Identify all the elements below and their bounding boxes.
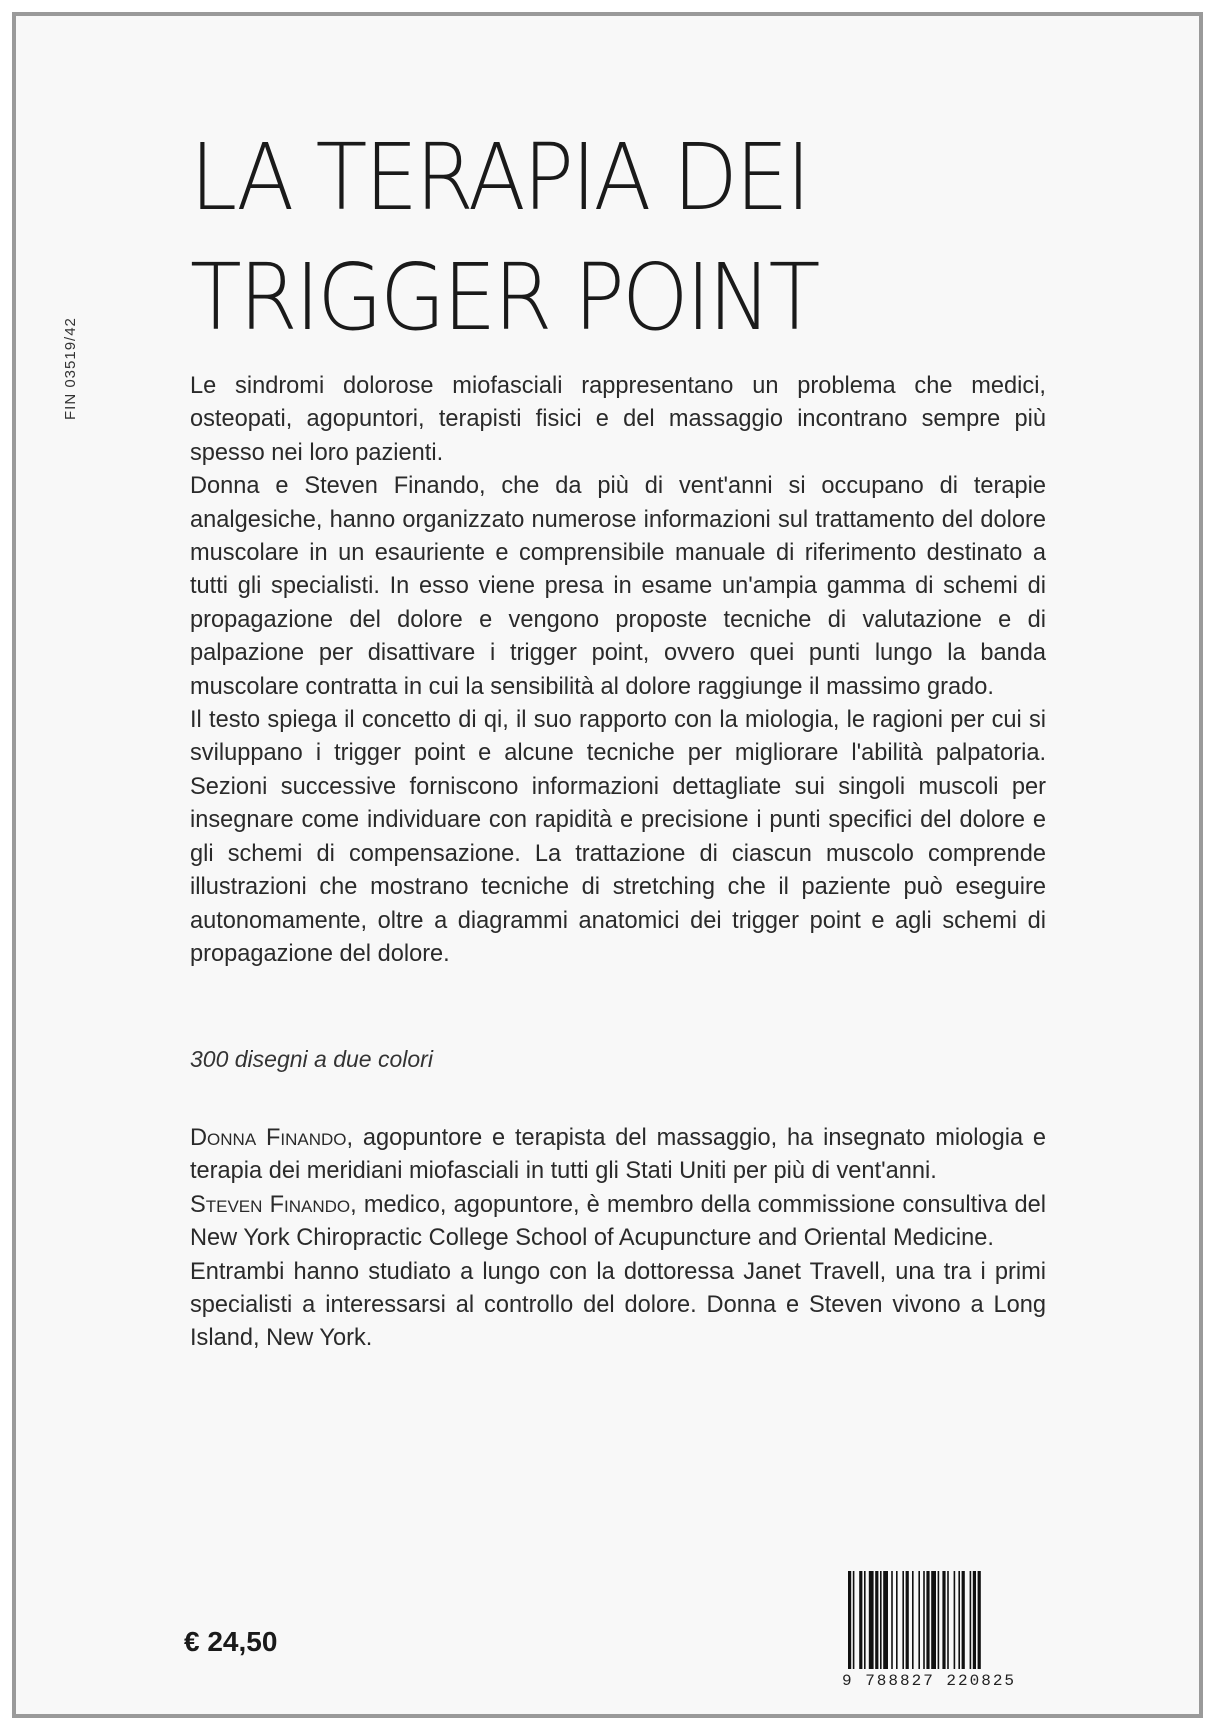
barcode-bar (958, 1571, 960, 1669)
bio-steven (190, 1189, 1046, 1256)
barcode-bar (942, 1571, 945, 1669)
title-line-1: LA TERAPIA DEI (190, 124, 809, 231)
bio-closing: Entrambi hanno studiato a lungo con la dottoressa Janet Travell, una tra i primi specialisti a interessarsi al controllo del dolore. Donna e Steven vivono a Long Island, New York. (190, 1258, 1046, 1352)
barcode-bar (864, 1571, 866, 1669)
bio-donna (190, 1122, 1046, 1189)
barcode-bar (962, 1571, 965, 1669)
book-title (190, 118, 818, 358)
barcode-bar (906, 1571, 909, 1669)
barcode-bar (902, 1571, 904, 1669)
barcode-bar (978, 1571, 981, 1669)
barcode-bar (880, 1571, 882, 1669)
author-bio-text: , medico, agopuntore, è membro della commissione consultiva del New York Chiropractic College School of Acupuncture and Oriental Medicine. (190, 1191, 1047, 1252)
barcode-bar (859, 1571, 862, 1669)
author-name: Donna Finando (190, 1125, 347, 1151)
price-label: € 24,50 (184, 1626, 278, 1657)
barcode-bar (947, 1571, 949, 1669)
barcode-bar (848, 1571, 851, 1669)
barcode-bar (869, 1571, 874, 1669)
barcode-bar (918, 1571, 920, 1669)
barcode-bar (891, 1571, 893, 1669)
illustrations-note: 300 disegni a due colori (190, 1046, 433, 1072)
barcode-bar (938, 1571, 940, 1669)
author-name: Steven Finando (190, 1191, 351, 1218)
barcode-bar (883, 1571, 888, 1669)
title-line-2: TRIGGER POINT (190, 244, 818, 351)
description-paragraph: Donna e Steven Finando, che da più di vent'anni si occupano di terapie analgesiche, hanno organizzato numerose informazioni sul trattamento del dolore muscolare in un esauriente e comprensibile manuale di riferimento destinato a tutti gli specialisti. In esso viene presa in esame un'ampia gamma di schemi di propagazione del dolore e vengono proposte tecniche di valutazione e di palpazione per disattivare i trigger point, ovvero quei punti lungo la banda muscolare contratta in cui la sensibilità al dolore raggiunge il massimo grado. (190, 473, 1046, 700)
barcode-bar (954, 1571, 956, 1669)
barcode-bar (970, 1571, 972, 1669)
description-paragraph: Le sindromi dolorose miofasciali rappresentano un problema che medici, osteopati, agopuntori, terapisti fisici e del massaggio incontrano sempre più spesso nei loro pazienti. (190, 373, 1046, 466)
barcode-bar (896, 1571, 898, 1669)
barcode-image (842, 1571, 1056, 1669)
barcode-bar (875, 1571, 878, 1669)
author-bios (190, 1122, 1046, 1356)
barcode-bar (926, 1571, 929, 1669)
barcode-bar (973, 1571, 976, 1669)
book-description (190, 370, 1046, 971)
description-paragraph: Il testo spiega il concetto di qi, il suo rapporto con la miologia, le ragioni per cui si sviluppano i trigger point e alcune tecniche per migliorare l'abilità palpatoria. Sezioni successive forniscono informazioni dettagliate sui singoli muscoli per insegnare come individuare con rapidità e precisione i punti specifici del dolore e gli schemi di compensazione. La trattazione di ciascun muscolo comprende illustrazioni che mostrano tecniche di stretching che il paziente può eseguire autonomamente, oltre a diagrammi anatomici dei trigger point e agli schemi di propagazione del dolore. (190, 707, 1046, 967)
isbn-number: 9 788827 220825 (842, 1672, 1017, 1690)
catalog-code: FIN 03519/42 (62, 317, 79, 420)
barcode-bar (923, 1571, 925, 1669)
barcode-bar (931, 1571, 936, 1669)
barcode-bar (912, 1571, 914, 1669)
author-bio-text: , agopuntore e terapista del massaggio, ha insegnato miologia e terapia dei meridiani miofasciali in tutti gli Stati Uniti per più di vent'anni. (190, 1125, 1046, 1185)
barcode-bar (853, 1571, 855, 1669)
